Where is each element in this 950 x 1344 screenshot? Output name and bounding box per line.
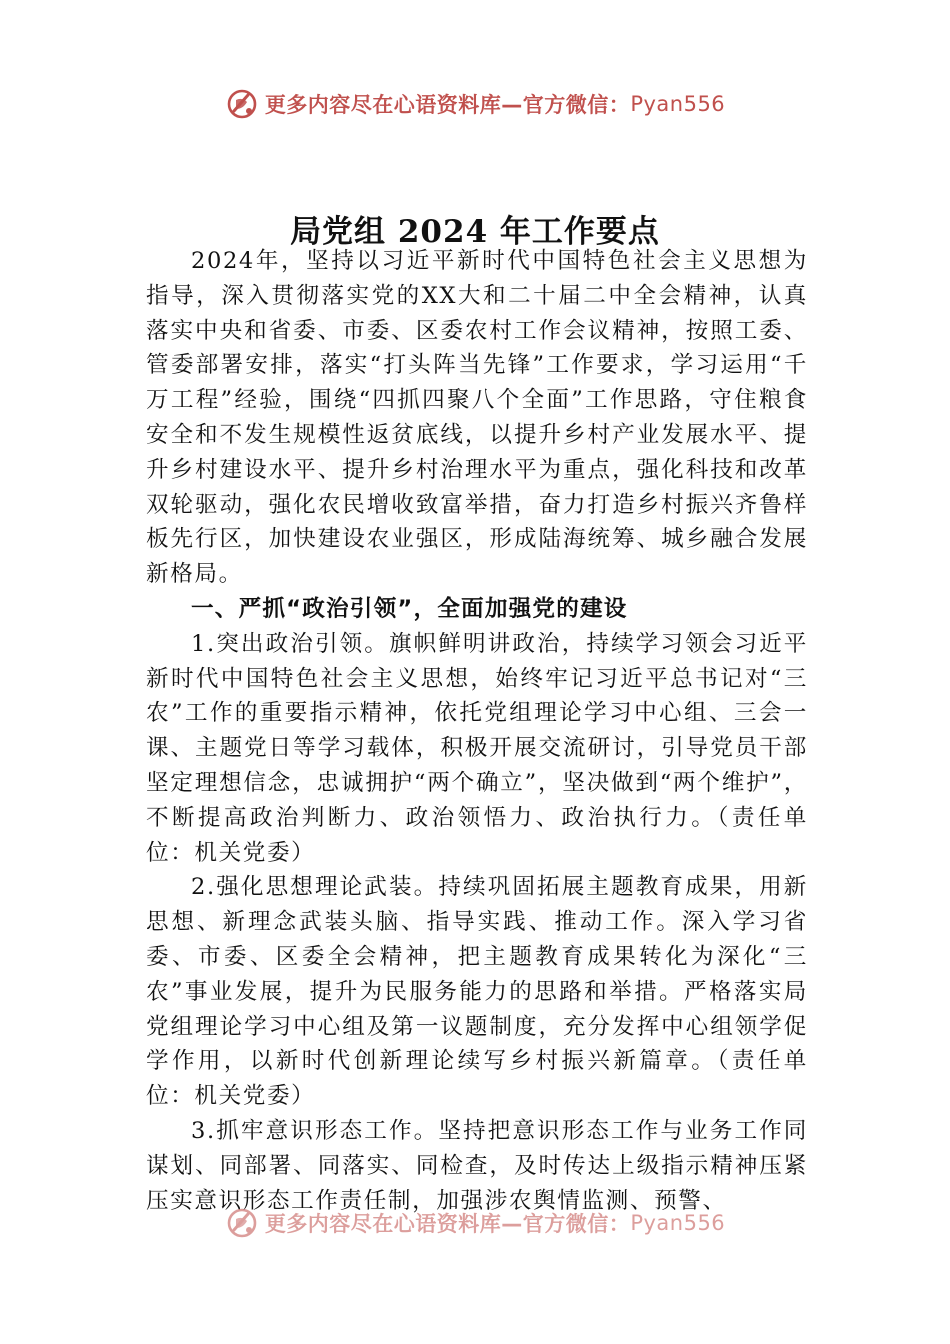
document-body bbox=[146, 244, 808, 1218]
watermark-text: 更多内容尽在心语资料库—官方微信： bbox=[264, 93, 631, 117]
item-paragraph-2: 2.强化思想理论武装。持续巩固拓展主题教育成果，用新思想、新理念武装头脑、指导实践、推动工作。深入学习省委、市委、区委全会精神，把主题教育成果转化为深化“三农”事业发展，提升为民服务能力的思路和举措。严格落实局党组理论学习中心组及第一议题制度，充分发挥中心组领学促学作用，以新时代创新理论续写乡村振兴新篇章。（责任单位：机关党委） bbox=[146, 874, 808, 1110]
intro-paragraph: 2024年，坚持以习近平新时代中国特色社会主义思想为指导，深入贯彻落实党的XX大和二十届二中全会精神，认真落实中央和省委、市委、区委农村工作会议精神，按照工委、管委部署安排，落实“打头阵当先锋”工作要求，学习运用“千万工程”经验，围绕“四抓四聚八个全面”工作思路，守住粮食安全和不发生规模性返贫底线，以提升乡村产业发展水平、提升乡村建设水平、提升乡村治理水平为重点，强化科技和改革双轮驱动，强化农民增收致富举措，奋力打造乡村振兴齐鲁样板先行区，加快建设农业强区，形成陆海统筹、城乡融合发展新格局。 bbox=[146, 248, 808, 588]
watermark-text: 更多内容尽在心语资料库—官方微信： bbox=[264, 1212, 631, 1236]
document-title: 局党组 2024 年工作要点 bbox=[290, 213, 660, 250]
item-paragraph-1: 1.突出政治引领。旗帜鲜明讲政治，持续学习领会习近平新时代中国特色社会主义思想，始终牢记习近平总书记对“三农”工作的重要指示精神，依托党组理论学习中心组、三会一课、主题党日等学习载体，积极开展交流研讨，引导党员干部坚定理想信念，忠诚拥护“两个确立”，坚决做到“两个维护”，不断提高政治判断力、政治领悟力、政治执行力。（责任单位：机关党委） bbox=[146, 630, 808, 866]
watermark-header bbox=[0, 86, 950, 122]
brand-logo-icon bbox=[225, 87, 259, 121]
brand-logo-icon bbox=[225, 1206, 259, 1240]
watermark-wechat-id: Pyan556 bbox=[630, 1211, 726, 1235]
section-heading-1: 一、严抓“政治引领”，全面加强党的建设 bbox=[191, 595, 628, 622]
watermark-footer bbox=[0, 1205, 950, 1241]
watermark-wechat-id: Pyan556 bbox=[630, 92, 726, 116]
item-paragraph-3: 3.抓牢意识形态工作。坚持把意识形态工作与业务工作同谋划、同部署、同落实、同检查，及时传达上级指示精神压紧压实意识形态工作责任制，加强涉农舆情监测、预警、 bbox=[146, 1117, 808, 1214]
